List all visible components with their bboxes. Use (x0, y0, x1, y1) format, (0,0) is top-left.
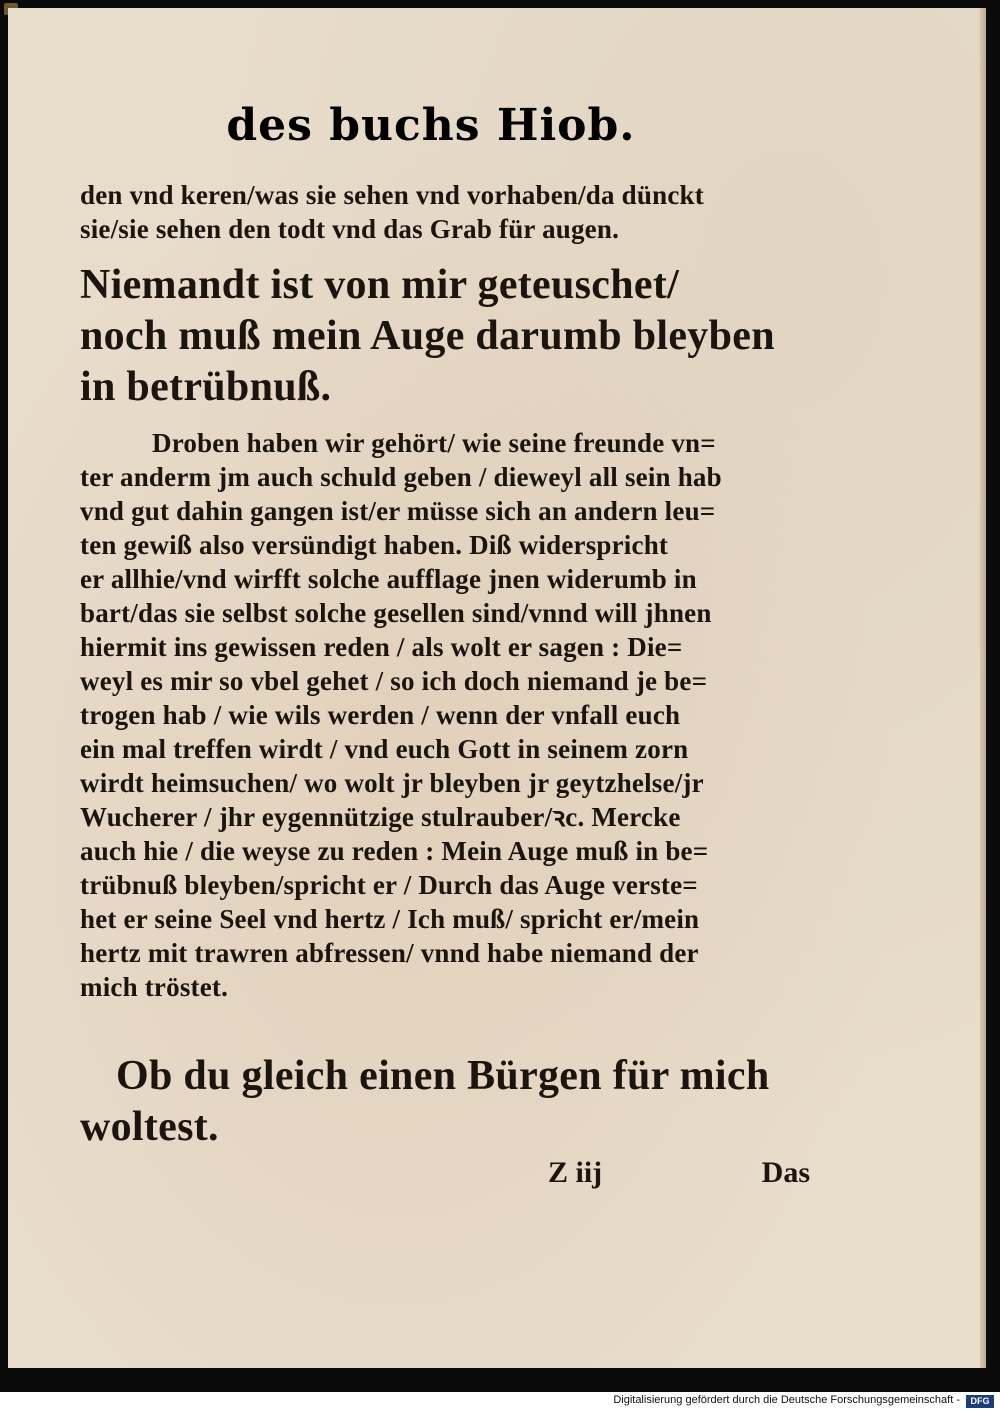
text-line: ter anderm jm auch schuld geben / dieweyl all sein hab (80, 462, 722, 492)
text-line: den vnd keren/was sie sehen vnd vorhaben/da dünckt (80, 180, 704, 210)
digitization-footer (0, 1392, 1000, 1411)
text-line: hiermit ins gewissen reden / als wolt er sagen : Die= (80, 632, 683, 662)
verse-line: Niemandt ist von mir geteuschet/ (80, 262, 680, 308)
dfg-logo: DFG (966, 1395, 994, 1408)
commentary-paragraph (80, 426, 810, 1004)
text-line: wirdt heimsuchen/ wo wolt jr bleyben jr geytzhelse/jr (80, 768, 704, 798)
verse-heading (80, 260, 810, 413)
verse-line: woltest. (80, 1104, 219, 1150)
running-head: des buchs Hiob. (226, 100, 636, 151)
book-page (8, 8, 986, 1368)
catchline (80, 1156, 810, 1200)
verse-line: noch muß mein Auge darumb bleyben (80, 313, 775, 359)
verse-line: Ob du gleich einen Bürgen für mich (116, 1053, 770, 1099)
verse-heading (80, 1051, 810, 1153)
paragraph-intro (80, 178, 810, 246)
text-line: vnd gut dahin gangen ist/er müsse sich an andern leu= (80, 496, 716, 526)
text-line: trübnuß bleyben/spricht er / Durch das Auge verste= (80, 870, 698, 900)
text-line: trogen hab / wie wils werden / wenn der vnfall euch (80, 700, 681, 730)
verse-line: in betrübnuß. (80, 364, 332, 410)
signature-mark: Z iij (548, 1156, 603, 1189)
catchword: Das (761, 1156, 810, 1189)
text-line: bart/das sie selbst solche gesellen sind/vnnd will jhnen (80, 598, 712, 628)
text-line: het er seine Seel vnd hertz / Ich muß/ spricht er/mein (80, 904, 700, 934)
text-line: ten gewiß also versündigt haben. Diß widerspricht (80, 530, 669, 560)
text-line: er allhie/vnd wirfft solche aufflage jnen widerumb in (80, 564, 697, 594)
text-line: Wucherer / jhr eygennützige stulrauber/ꝛc. Mercke (80, 802, 681, 832)
footer-credit: Digitalisierung gefördert durch die Deutsche Forschungsgemeinschaft - (613, 1394, 960, 1406)
text-line: auch hie / die weyse zu reden : Mein Auge muß in be= (80, 836, 709, 866)
text-line: ein mal treffen wirdt / vnd euch Gott in seinem zorn (80, 734, 689, 764)
text-line: Droben haben wir gehört/ wie seine freunde vn= (152, 428, 716, 458)
text-line: weyl es mir so vbel gehet / so ich doch niemand je be= (80, 666, 708, 696)
text-line: mich tröstet. (80, 972, 229, 1002)
text-line: hertz mit trawren abfressen/ vnnd habe niemand der (80, 938, 699, 968)
page-edge (980, 8, 986, 1368)
text-line: sie/sie sehen den todt vnd das Grab für augen. (80, 214, 620, 244)
